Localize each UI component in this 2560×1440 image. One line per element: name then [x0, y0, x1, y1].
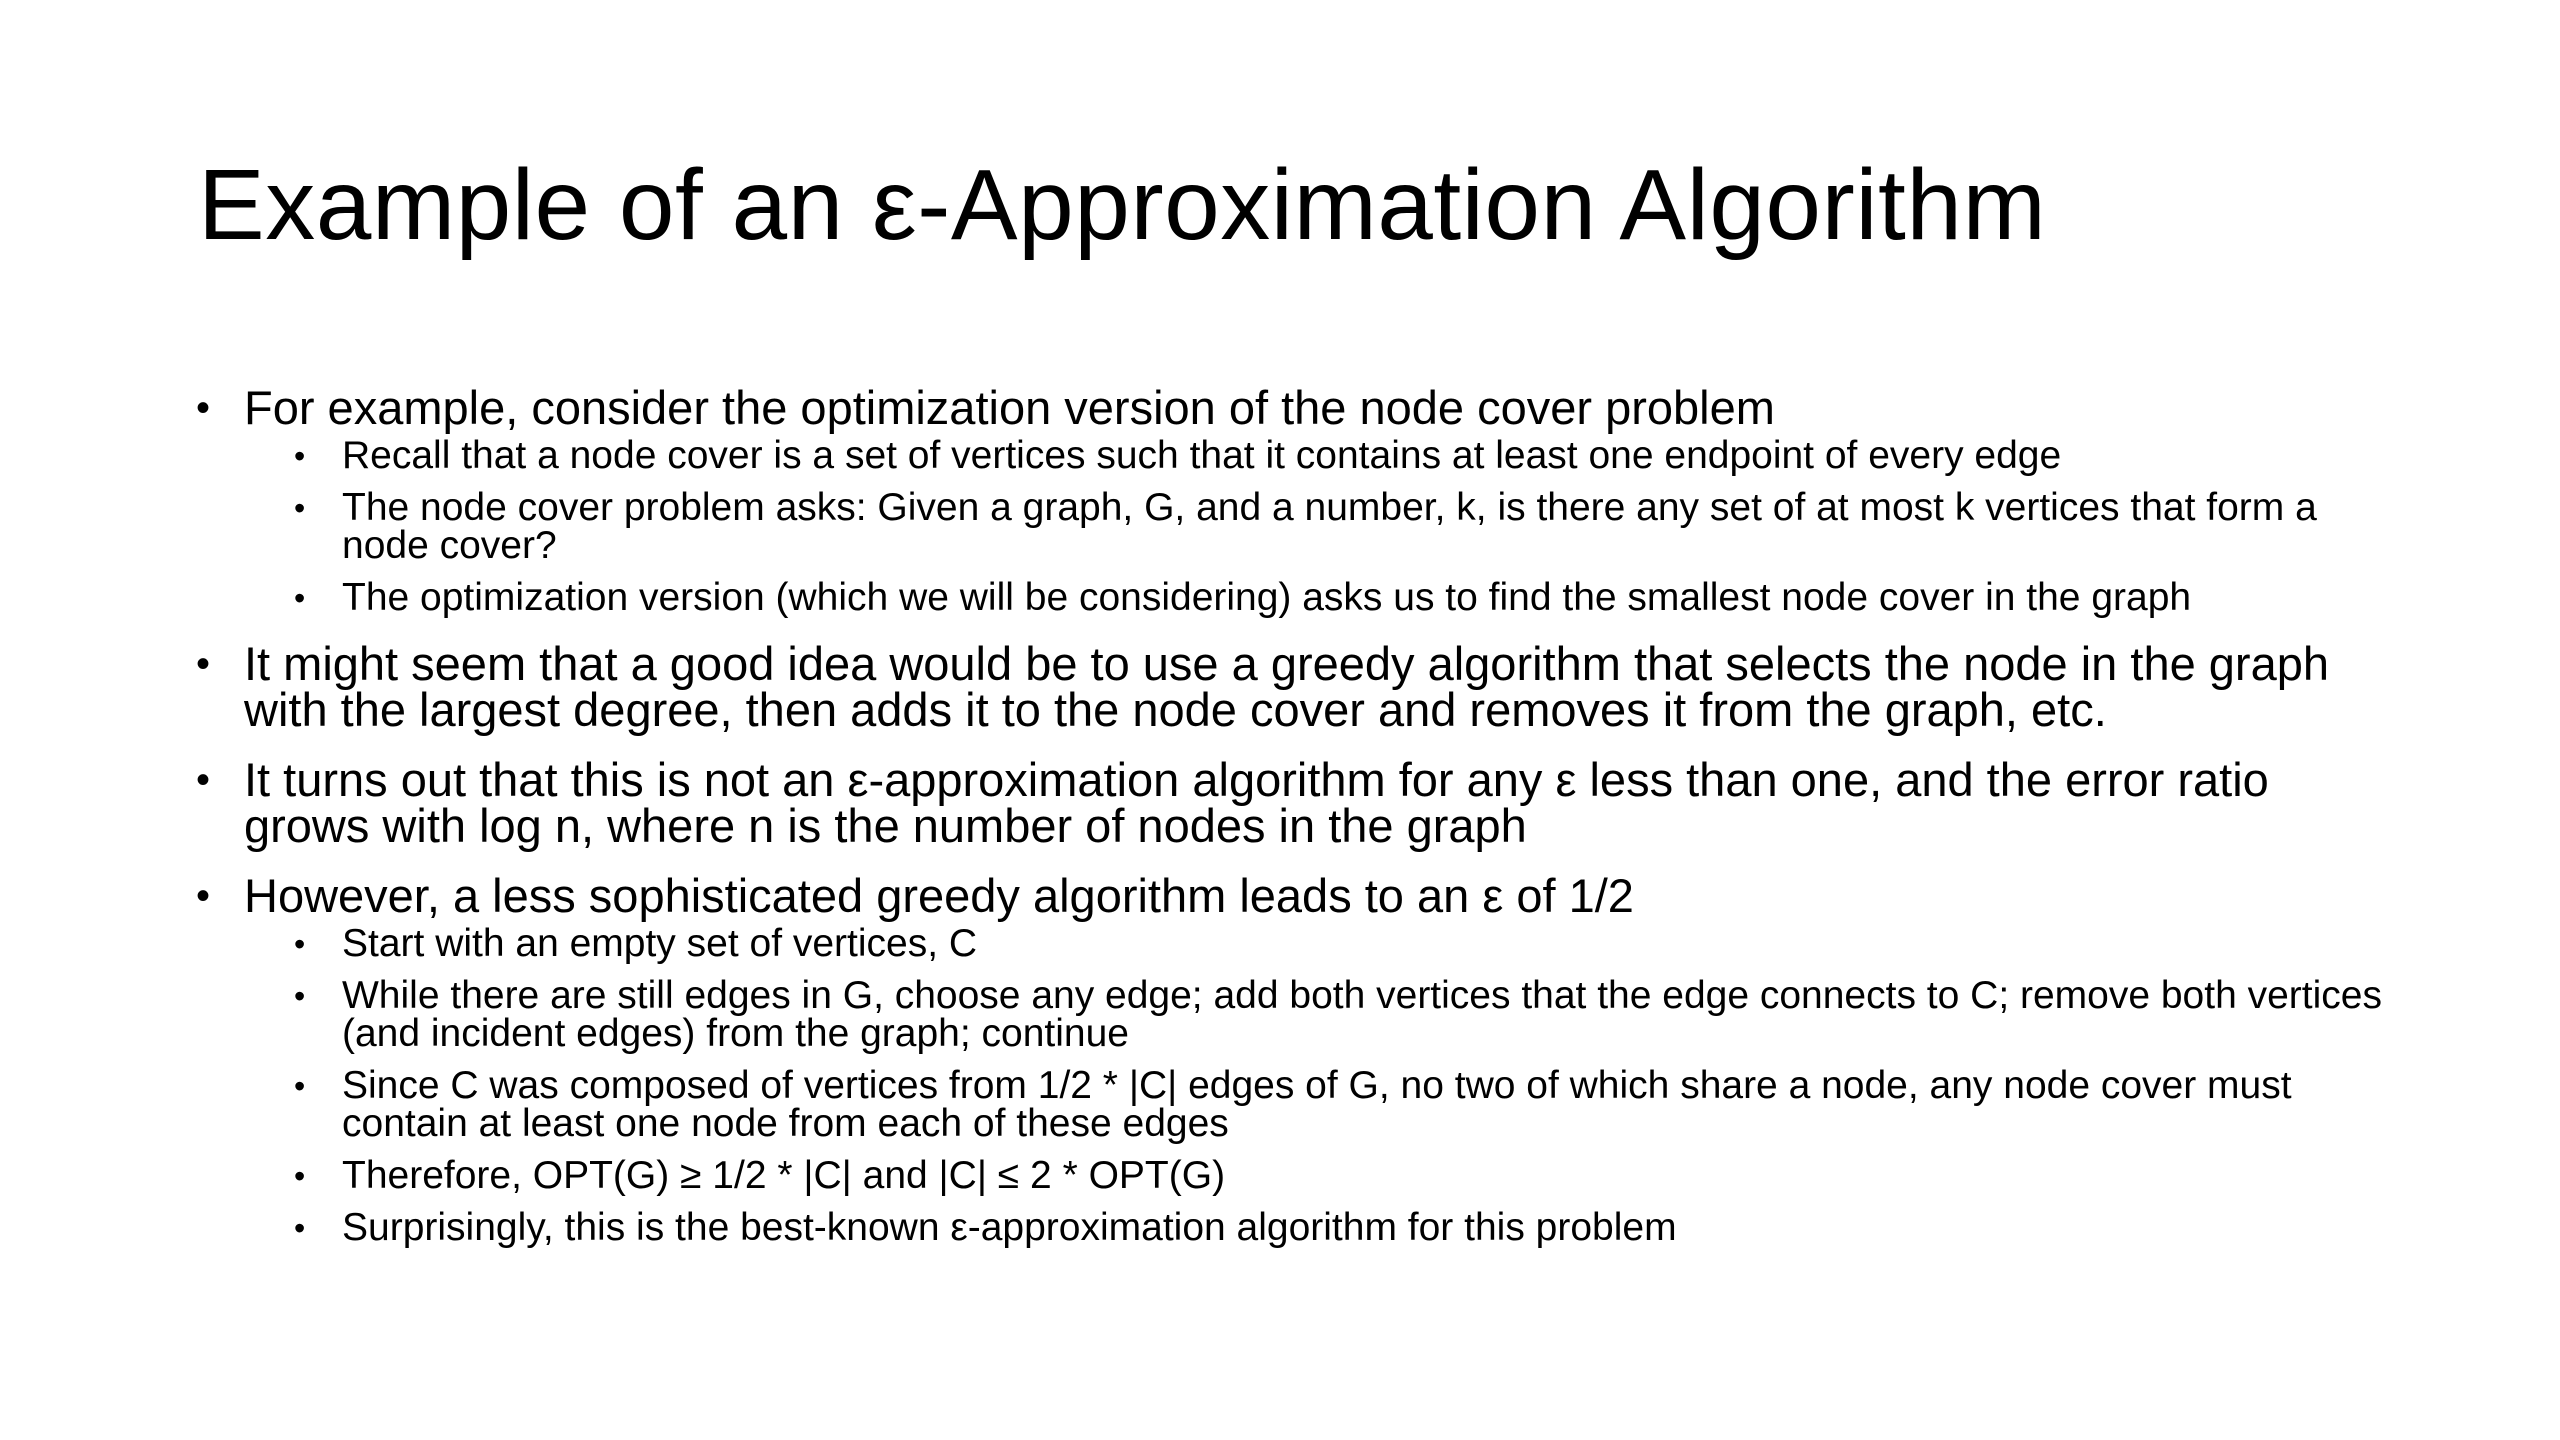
sub-bullet-text: While there are still edges in G, choose any edge; add both vertices that the edge connects to C; remove both vertices (and incident edges) from the graph; continue — [342, 974, 2382, 1055]
sub-bullet-marker: • — [294, 580, 306, 616]
sub-bullet-item — [294, 974, 2406, 1055]
bullet-text: It turns out that this is not an ε-approximation algorithm for any ε less than one, and the error ratio grows with log n, where n is the number of nodes in the graph — [244, 753, 2269, 852]
bullet-marker: • — [196, 642, 211, 686]
bullet-item — [196, 869, 2406, 1249]
bullet-item — [196, 753, 2406, 852]
sub-bullet-text: The node cover problem asks: Given a graph, G, and a number, k, is there any set of at most k vertices that form a node cover? — [342, 486, 2317, 567]
sub-bullet-marker: • — [294, 1210, 306, 1246]
bullet-text: It might seem that a good idea would be to use a greedy algorithm that selects the node in the graph with the largest degree, then adds it to the node cover and removes it from the graph, etc. — [244, 637, 2329, 736]
sub-bullet-item — [294, 1064, 2406, 1145]
sub-bullet-text: Surprisingly, this is the best-known ε-approximation algorithm for this problem — [342, 1206, 1677, 1249]
sub-bullet-list — [244, 434, 2406, 619]
slide-title: Example of an ε-Approximation Algorithm — [198, 149, 2047, 261]
sub-bullet-text: The optimization version (which we will be considering) asks us to find the smallest node cover in the graph — [342, 576, 2192, 619]
bullet-list — [196, 381, 2406, 1271]
bullet-marker: • — [196, 758, 211, 802]
sub-bullet-marker: • — [294, 1068, 306, 1104]
sub-bullet-marker: • — [294, 438, 306, 474]
sub-bullet-text: Start with an empty set of vertices, C — [342, 922, 978, 965]
bullet-item — [196, 381, 2406, 619]
sub-bullet-item — [294, 486, 2406, 567]
sub-bullet-marker: • — [294, 926, 306, 962]
bullet-text: For example, consider the optimization version of the node cover problem — [244, 381, 1775, 434]
bullet-text: However, a less sophisticated greedy algorithm leads to an ε of 1/2 — [244, 869, 1634, 922]
sub-bullet-text: Recall that a node cover is a set of vertices such that it contains at least one endpoint of every edge — [342, 434, 2062, 477]
bullet-item — [196, 637, 2406, 736]
sub-bullet-item — [294, 576, 2406, 619]
sub-bullet-list — [244, 922, 2406, 1249]
sub-bullet-item — [294, 1206, 2406, 1249]
bullet-marker: • — [196, 874, 211, 918]
sub-bullet-item — [294, 434, 2406, 477]
sub-bullet-marker: • — [294, 490, 306, 526]
sub-bullet-item — [294, 1154, 2406, 1197]
sub-bullet-marker: • — [294, 978, 306, 1014]
sub-bullet-text: Therefore, OPT(G) ≥ 1/2 * |C| and |C| ≤ 2 * OPT(G) — [342, 1154, 1226, 1197]
bullet-marker: • — [196, 386, 211, 430]
sub-bullet-item — [294, 922, 2406, 965]
sub-bullet-marker: • — [294, 1158, 306, 1194]
sub-bullet-text: Since C was composed of vertices from 1/2 * |C| edges of G, no two of which share a node, any node cover must contain at least one node from each of these edges — [342, 1064, 2292, 1145]
